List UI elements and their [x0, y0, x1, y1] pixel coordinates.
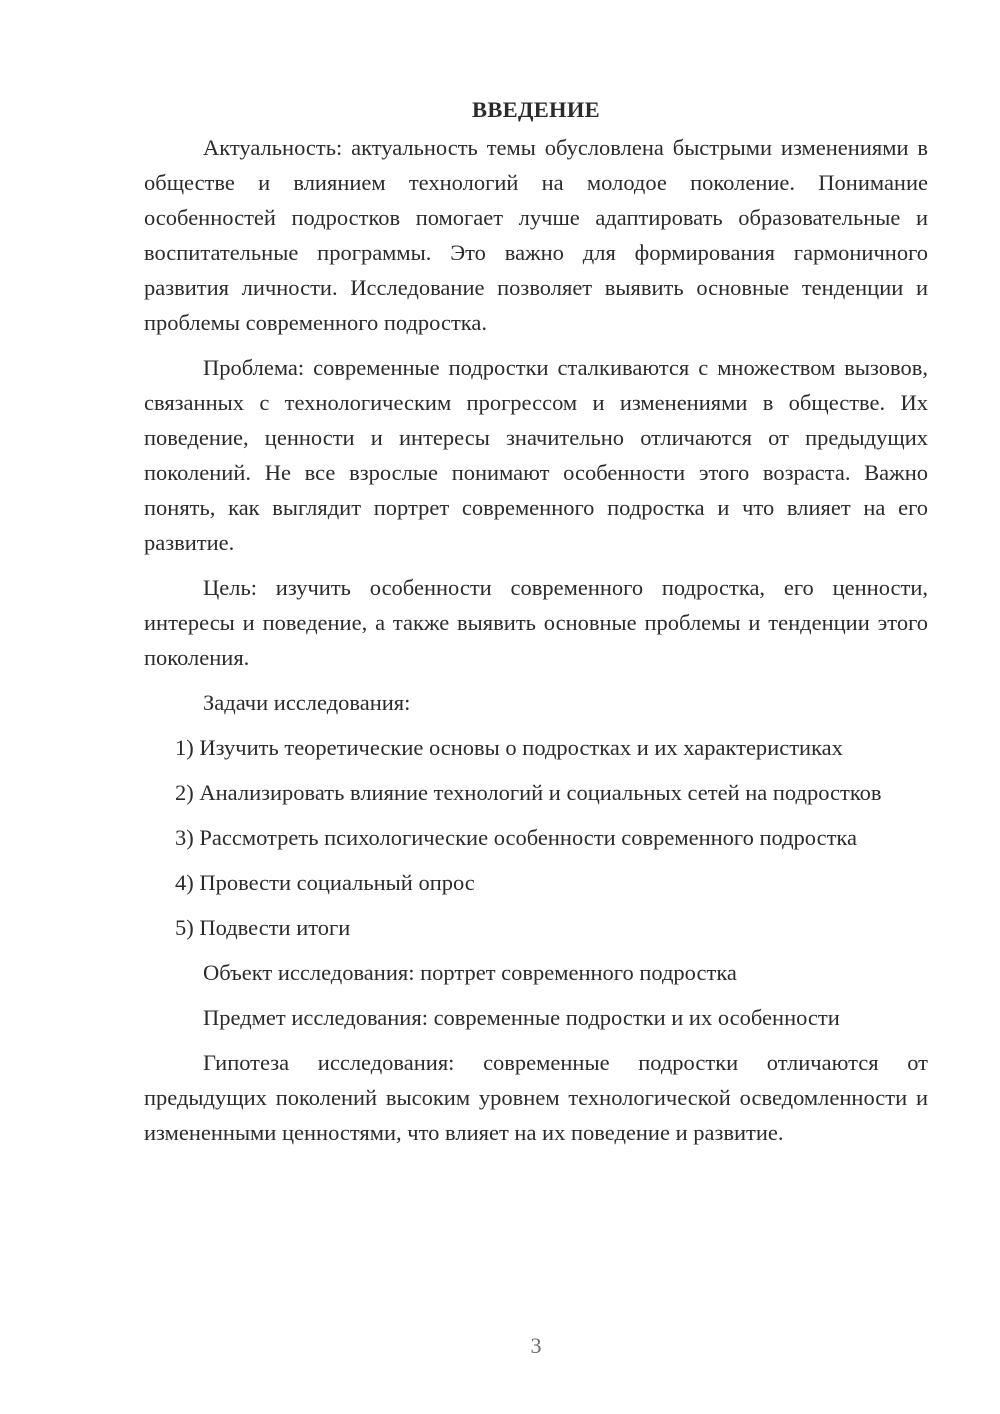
- page-title: ВВЕДЕНИЕ: [472, 97, 600, 122]
- task-item-2: 2) Анализировать влияние технологий и социальных сетей на подростков: [175, 780, 882, 805]
- task-item-3: 3) Рассмотреть психологические особенности современного подростка: [175, 825, 857, 850]
- relevance-paragraph: Актуальность: актуальность темы обусловлена быстрыми изменениями в обществе и влиянием технологий на молодое поколение. Понимание особенностей подростков помогает лучше адаптировать образовательные и воспитательные программы. Это важно для формирования гармоничного развития личности. Исследование позволяет выявить основные тенденции и проблемы современного подростка.: [144, 135, 928, 335]
- task-item-4: 4) Провести социальный опрос: [175, 870, 475, 895]
- problem-paragraph: Проблема: современные подростки сталкиваются с множеством вызовов, связанных с технологическим прогрессом и изменениями в обществе. Их поведение, ценности и интересы значительно отличаются от предыдущих поколений. Не все взрослые понимают особенности этого возраста. Важно понять, как выглядит портрет современного подростка и что влияет на его развитие.: [144, 355, 928, 555]
- research-object-paragraph: Объект исследования: портрет современного подростка: [203, 960, 737, 985]
- page-number: 3: [530, 1333, 542, 1358]
- goal-paragraph: Цель: изучить особенности современного подростка, его ценности, интересы и поведение, а также выявить основные проблемы и тенденции этого поколения.: [144, 575, 928, 670]
- tasks-heading: Задачи исследования:: [203, 690, 411, 715]
- document-body: [144, 92, 928, 1160]
- task-item-5: 5) Подвести итоги: [175, 915, 351, 940]
- hypothesis-paragraph: Гипотеза исследования: современные подростки отличаются от предыдущих поколений высоким уровнем технологической осведомленности и измененными ценностями, что влияет на их поведение и развитие.: [144, 1050, 928, 1145]
- task-item-1: 1) Изучить теоретические основы о подростках и их характеристиках: [175, 735, 843, 760]
- research-subject-paragraph: Предмет исследования: современные подростки и их особенности: [203, 1005, 840, 1030]
